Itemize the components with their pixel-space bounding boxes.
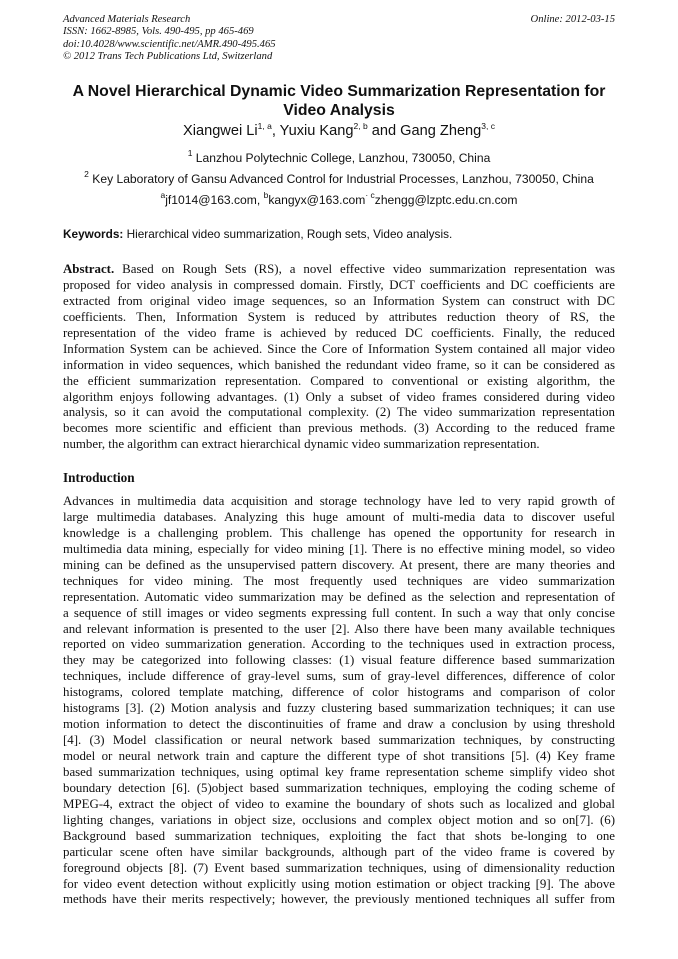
abstract-line: proposed for video analysis in compressed domain. Firstly, DCT coefficients and DC coefficients are xyxy=(63,277,615,292)
intro-line: histograms [3]. (2) Motion analysis and fuzzy clustering based summarization techniques; it can use xyxy=(63,701,615,716)
abstract-line: representation of the video frame is achieved by reduced DC coefficients. Finally, the reduced xyxy=(63,325,615,340)
journal-name: Advanced Materials Research xyxy=(63,14,191,25)
intro-line: histograms, colored template matching, difference of color histograms and comparison of color xyxy=(63,685,615,700)
abstract-line: Information System can be achieved. Since the Core of Information System contained all major video xyxy=(63,341,615,356)
abstract-line: extracted from original video image sequences, so an Information System can construct with DC xyxy=(63,293,615,308)
intro-line: a sequence of still images or video segments expressing full content. In such a way that only concise xyxy=(63,605,615,620)
intro-line: multimedia data mining, especially for video mining [1]. There is no effective mining model, so video xyxy=(63,541,615,556)
affiliation-1-text: Lanzhou Polytechnic College, Lanzhou, 730050, China xyxy=(195,151,491,165)
intro-line: lighting changes, variations in object size, occlusions and complex object motion and so on[7]. (6) xyxy=(63,812,615,827)
introduction-heading: Introduction xyxy=(63,470,135,485)
intro-line: [4]. (3) Model classification or neural network based summarization techniques, by constructing xyxy=(63,733,615,748)
author-2-sup: 2, b xyxy=(353,121,368,131)
abstract-line xyxy=(63,262,615,278)
email-b-sup: b xyxy=(263,190,269,200)
online-date: Online: 2012-03-15 xyxy=(530,14,615,25)
intro-line: techniques for video mining. The most frequently used techniques are video summarization xyxy=(63,573,615,588)
affiliation-1-sup: 1 xyxy=(187,148,193,158)
intro-line: Background based summarization techniques, exploiting the fact that shots be-longing to one xyxy=(63,828,615,843)
abstract-line: coefficients. Then, Information System is reduced by attributes reduction theory of RS, the xyxy=(63,309,615,324)
abstract-first-line: Based on Rough Sets (RS), a novel effective video summarization representation was xyxy=(114,262,615,276)
email-a: jf1014@163.com, xyxy=(165,193,264,207)
intro-line: knowledge is a challenging problem. This challenge has opened the opportunity for research in xyxy=(63,525,615,540)
author-3-sup: 3, c xyxy=(481,121,495,131)
abstract-line: analysis, so it can avoid the computational complexity. (2) The video summarization representation xyxy=(63,405,615,420)
intro-line: particular scene often have similar backgrounds, although part of the video frame is covered by xyxy=(63,844,615,859)
introduction-paragraph xyxy=(63,494,615,908)
intro-line: reported on video summarization generation. According to the techniques used in extraction process, xyxy=(63,637,615,652)
email-a-sup: a xyxy=(160,190,166,200)
abstract-paragraph xyxy=(63,262,615,453)
intro-line: and relevant information is presented to the user [2]. Also there have been many available techniques xyxy=(63,621,615,636)
journal-header xyxy=(63,14,383,63)
intro-line: methods have their merits respectively; however, the previously mentioned techniques all suffer from xyxy=(63,892,615,907)
keywords-line xyxy=(63,227,615,241)
keywords-text: Hierarchical video summarization, Rough sets, Video analysis. xyxy=(123,227,453,241)
abstract-line: the efficient summarization representation. Compared to conventional or existing algorithm, the xyxy=(63,373,615,388)
issn-line: ISSN: 1662-8985, Vols. 490-495, pp 465-469 xyxy=(63,26,254,38)
paper-title: A Novel Hierarchical Dynamic Video Summarization Representation for Video Analysis xyxy=(72,83,606,119)
copyright-line: © 2012 Trans Tech Publications Ltd, Switzerland xyxy=(63,50,273,62)
email-b: kangyx@163.com xyxy=(268,193,366,207)
author-1-sup: 1, a xyxy=(257,121,272,131)
intro-line: Advances in multimedia data acquisition and storage technology have led to very rapid growth of xyxy=(63,494,615,508)
intro-line: for video event detection without explicitly using motion estimation or object tracking [9]. The above xyxy=(63,876,615,891)
abstract-label: Abstract. xyxy=(63,262,115,276)
author-2: , Yuxiu Kang xyxy=(271,123,354,139)
abstract-line: information in video sequences, which banished the redundant video frame, so it can be considered as xyxy=(63,357,615,372)
author-line xyxy=(63,123,615,139)
intro-line: techniques, include difference of gray-level sums, sum of gray-level differences, difference of color xyxy=(63,669,615,684)
abstract-line: number, the algorithm can extract hierarchical dynamic video summarization representation. xyxy=(63,437,540,452)
author-3: and Gang Zheng xyxy=(371,123,482,139)
abstract-line: becomes more scientific and efficient than previous methods. (3) According to the reduced frame xyxy=(63,421,615,436)
email-c: zhengg@lzptc.edu.cn.com xyxy=(374,193,518,207)
affiliation-2-sup: 2 xyxy=(84,169,89,179)
keywords-label: Keywords: xyxy=(63,227,124,241)
intro-line: based summarization techniques, using optimal key frame representation scheme simplify video shot xyxy=(63,764,615,779)
intro-line: large multimedia databases. Analyzing this huge amount of multi-media data to discover useful xyxy=(63,509,615,524)
author-1: Xiangwei Li xyxy=(182,123,258,139)
doi-line: doi:10.4028/www.scientific.net/AMR.490-495.465 xyxy=(63,38,276,50)
intro-line: model or neural network train and capture the different type of shot transitions [5]. (4) Key frame xyxy=(63,749,615,763)
intro-line: motion information to detect the discontinuities of frame and draw a conclusion by using threshold xyxy=(63,717,615,732)
intro-line: mining can be defined as the unsupervised pattern discovery. At present, there are many theories and xyxy=(63,557,615,572)
email-line xyxy=(63,190,615,207)
intro-line: foreground objects [8]. (7) Event based summarization techniques, using of dimensionality reduction xyxy=(63,860,615,875)
intro-line: they may be categorized into following classes: (1) visual feature difference based summarization xyxy=(63,653,615,668)
intro-line: boundary detection [6]. (5)object based summarization techniques, employing the coding scheme of xyxy=(63,780,615,795)
email-c-sup: · c xyxy=(365,190,375,200)
affiliation-2-text: Key Laboratory of Gansu Advanced Control for Industrial Processes, Lanzhou, 730050, China xyxy=(92,172,594,186)
affiliation-2 xyxy=(63,169,615,186)
intro-line: MPEG-4, extract the object of video to examine the boundary of shots such as localized and global xyxy=(63,796,615,811)
affiliation-1 xyxy=(63,148,615,165)
abstract-line: algorithm enjoys following advantages. (1) Only a subset of video frames considered during video xyxy=(63,389,615,404)
intro-line: representation. Automatic video summarization may be defined as the selection and representation of xyxy=(63,589,615,604)
